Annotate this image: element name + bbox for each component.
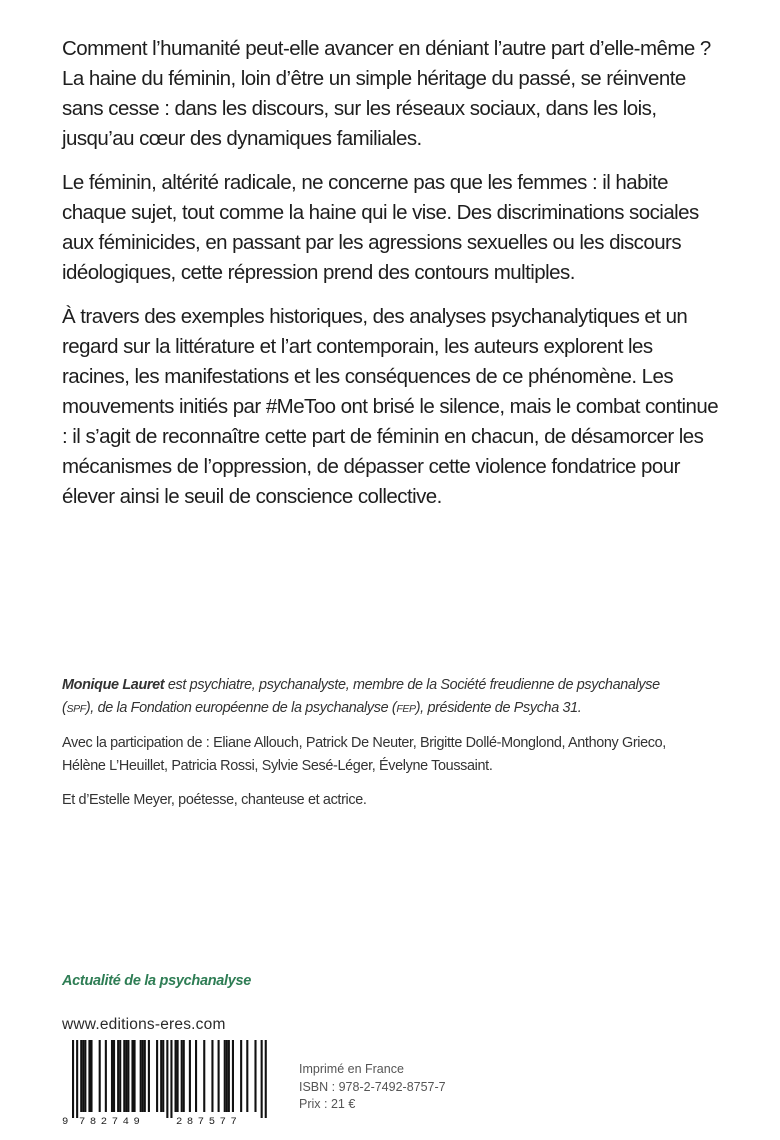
price: Prix : 21 € <box>299 1097 356 1111</box>
barcode-bar <box>162 1040 164 1112</box>
barcode-first-digit: 9 <box>62 1116 69 1128</box>
barcode-bar <box>117 1040 119 1112</box>
barcode-bar <box>123 1040 125 1112</box>
barcode-bar <box>177 1040 179 1112</box>
barcode-bar <box>140 1040 142 1112</box>
barcode-bar <box>84 1040 86 1112</box>
author-bio-text-2: ), de la Fondation européenne de la psychanalyse ( <box>85 700 397 716</box>
barcode-guard-bar <box>265 1040 267 1118</box>
author-bio-abbr-spf: SPF <box>66 703 86 715</box>
barcode-guard-bar <box>76 1040 78 1118</box>
author-bio <box>62 674 682 721</box>
barcode-guard-bar <box>170 1040 172 1118</box>
barcode-bar <box>189 1040 191 1112</box>
barcode-left-digits: 782749 <box>79 1116 145 1128</box>
barcode-bar <box>127 1040 129 1112</box>
collection-name: Actualité de la psychanalyse <box>62 973 252 989</box>
barcode-bar <box>156 1040 158 1112</box>
back-cover-blurb <box>62 34 722 526</box>
barcode-bar <box>181 1040 183 1112</box>
barcode-bar <box>218 1040 220 1112</box>
barcode-bar <box>131 1040 133 1112</box>
barcode-right-digits: 287577 <box>176 1116 242 1128</box>
isbn-number: ISBN : 978-2-7492-8757-7 <box>299 1079 446 1094</box>
barcode-bar <box>142 1040 144 1112</box>
barcode-bar <box>82 1040 84 1112</box>
blurb-paragraph-1: Comment l’humanité peut-elle avancer en déniant l’autre part d’elle-même ? La haine du féminin, loin d’être un simple héritage du passé, se réinvente sans cesse : dans les discours, sur les réseaux sociaux, dans les lois, jusqu’au cœur des dynamiques familiales. <box>62 37 711 150</box>
barcode-bar <box>99 1040 101 1112</box>
barcode-bar <box>224 1040 226 1112</box>
barcode-bar <box>125 1040 127 1112</box>
barcode-bar <box>90 1040 92 1112</box>
printed-in: Imprimé en France <box>299 1062 404 1076</box>
barcode-bar <box>88 1040 90 1112</box>
barcode-bar <box>160 1040 162 1112</box>
author-bio-abbr-fep: FEP <box>396 703 416 715</box>
barcode-guard-bar <box>261 1040 263 1118</box>
barcode-bar <box>195 1040 197 1112</box>
barcode-bar <box>80 1040 82 1112</box>
barcode-bar <box>113 1040 115 1112</box>
barcode-bar <box>240 1040 242 1112</box>
blurb-paragraph-2: Le féminin, altérité radicale, ne concerne pas que les femmes : il habite chaque sujet, tout comme la haine qui le vise. Des discriminations sociales aux féminicides, en passant par les agressions sexuelles ou les discours idéologiques, cette répression prend des contours multiples. <box>62 171 699 284</box>
barcode-bar <box>232 1040 234 1112</box>
barcode-bar <box>246 1040 248 1112</box>
barcode-bar <box>134 1040 136 1112</box>
barcode-bar <box>211 1040 213 1112</box>
barcode-bar <box>203 1040 205 1112</box>
print-info <box>299 1061 446 1114</box>
barcode-bar <box>111 1040 113 1112</box>
barcode-bar <box>254 1040 256 1112</box>
author-block <box>62 674 682 823</box>
barcode-guard-bar <box>166 1040 168 1118</box>
author-name: Monique Lauret <box>62 677 165 693</box>
author-bio-text-1: est psychiatre, psychanalyste, membre de la Société freudienne de psychanalyse ( <box>62 677 660 716</box>
barcode-bar <box>183 1040 185 1112</box>
barcode-guard-bar <box>72 1040 74 1118</box>
barcode-digits <box>62 1116 270 1130</box>
barcode-bar <box>175 1040 177 1112</box>
author-bio-text-3: ), présidente de Psycha 31. <box>415 700 582 716</box>
publisher-website: www.editions-eres.com <box>62 1016 226 1033</box>
barcode-bar <box>226 1040 228 1112</box>
barcode-bar <box>144 1040 146 1112</box>
barcode-bars <box>62 1040 270 1120</box>
estelle-mention: Et d’Estelle Meyer, poétesse, chanteuse et actrice. <box>62 792 367 808</box>
barcode-bar <box>148 1040 150 1112</box>
barcode-bar <box>119 1040 121 1112</box>
blurb-paragraph-3: À travers des exemples historiques, des analyses psychanalytiques et un regard sur la littérature et l’art contemporain, les auteurs explorent les racines, les manifestations et les conséquences de ce phénomène. Les mouvements initiés par #MeToo ont brisé le silence, mais le combat continue : il s’agit de reconnaître cette part de féminin en chacun, de désamorcer les mécanismes de l’oppression, de dépasser cette violence fondatrice pour élever ainsi le seuil de conscience collective. <box>62 305 719 508</box>
barcode-bar <box>228 1040 230 1112</box>
barcode-bar <box>105 1040 107 1112</box>
isbn-barcode <box>62 1040 270 1126</box>
participation-list: Avec la participation de : Eliane Allouch, Patrick De Neuter, Brigitte Dollé-Monglond, Anthony Grieco, Hélène L’Heuillet, Patricia Rossi, Sylvie Sesé-Léger, Évelyne Toussaint. <box>62 735 666 774</box>
